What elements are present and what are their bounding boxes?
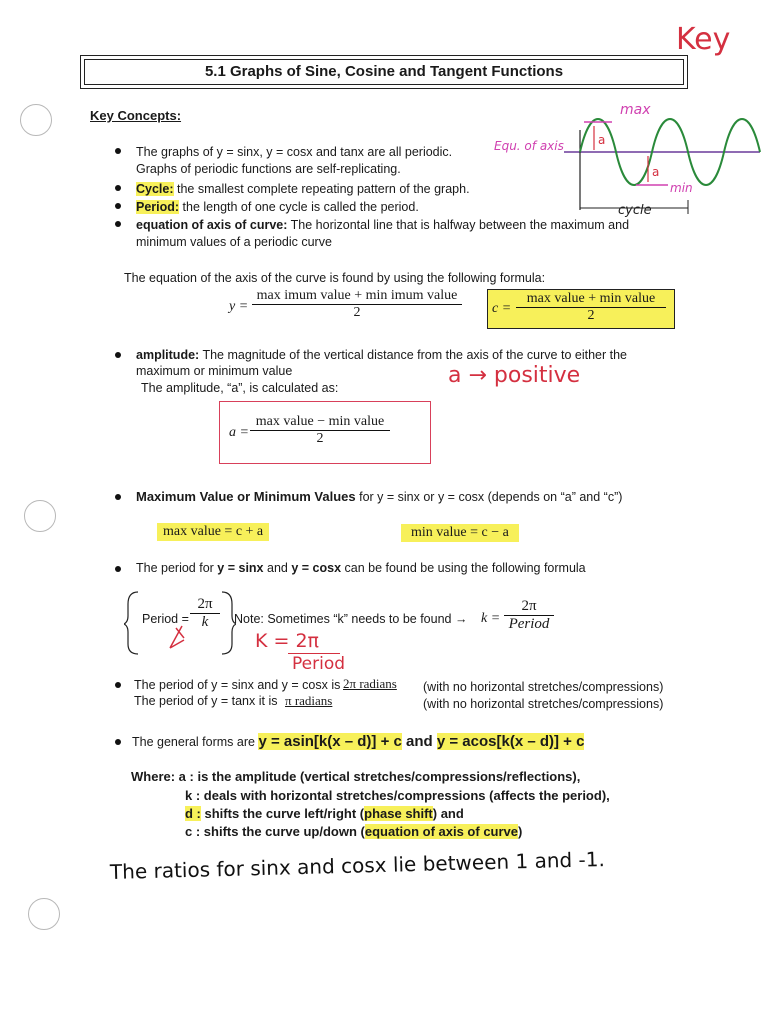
where-a: Where: a : is the amplitude (vertical stretches/compressions/reflections), <box>131 769 581 784</box>
general-cos-form: y = acos[k(x – d)] + c <box>436 733 585 750</box>
bullet <box>115 566 121 572</box>
cycle-def-text: the smallest complete repeating pattern of the graph. <box>173 182 470 196</box>
axis-formula-fraction <box>252 288 462 321</box>
axis-definition-2: minimum values of a periodic curve <box>136 235 332 249</box>
where-k: k : deals with horizontal stretches/compressions (affects the period), <box>185 788 610 803</box>
amplitude-definition-2: maximum or minimum value <box>136 364 293 378</box>
handwritten-note: The ratios for sinx and cosx lie between 1 and -1. <box>109 847 606 884</box>
period-denominator: k <box>201 614 209 630</box>
c-formula-numerator: max value + min value <box>516 291 666 308</box>
tan-period-note: (with no horizontal stretches/compressions) <box>423 697 664 711</box>
period-formula-intro <box>136 560 586 576</box>
hole-punch-bottom <box>28 898 60 930</box>
section-heading: Key Concepts: <box>90 108 182 123</box>
period-intro-post: can be found be using the following formula <box>341 561 586 575</box>
general-forms-pre: The general forms are <box>132 735 259 749</box>
k-formula-lhs: k = <box>481 611 501 626</box>
amplitude-definition <box>136 347 627 363</box>
amplitude-calc-intro: The amplitude, “a”, is calculated as: <box>141 381 339 395</box>
page-title: 5.1 Graphs of Sine, Cosine and Tangent Functions <box>84 59 684 85</box>
bullet <box>115 203 121 209</box>
sine-sketch <box>488 100 764 220</box>
bullet <box>115 739 121 745</box>
k-formula-fraction <box>504 598 554 633</box>
maxmin-heading <box>136 489 622 505</box>
key-mark: Key <box>676 22 731 57</box>
bullet <box>115 148 121 154</box>
period-intro-and: and <box>263 561 292 575</box>
axis-formula-intro: The equation of the axis of the curve is found by using the following formula: <box>124 271 546 285</box>
min-label: min <box>670 181 693 195</box>
max-label: max <box>620 102 651 118</box>
period-intro-sinx: y = sinx <box>217 561 264 575</box>
hole-punch-top <box>20 104 52 136</box>
amplitude-fraction <box>250 414 390 447</box>
title-box <box>80 55 688 89</box>
min-value-formula: min value = c − a <box>401 524 519 542</box>
periodic-line-1: The graphs of y = sinx, y = cosx and tanx are all periodic. <box>136 145 453 159</box>
where-c <box>185 824 522 840</box>
period-intro-pre: The period for <box>136 561 218 575</box>
amplitude-denominator: 2 <box>316 431 324 446</box>
period-term: Period: <box>136 200 180 214</box>
maxmin-condition: for y = sinx or y = cosx (depends on “a” and “c”) <box>355 490 623 504</box>
max-value-formula: max value = c + a <box>157 523 269 541</box>
c-formula-denominator: 2 <box>587 308 595 323</box>
amplitude-term: amplitude: <box>136 348 200 362</box>
axis-formula-box <box>487 289 675 329</box>
amplitude-lhs: a = <box>229 425 249 440</box>
where-d-label: d : <box>185 806 201 821</box>
bullet <box>115 185 121 191</box>
hole-punch-middle <box>24 500 56 532</box>
amplitude-note: a → positive <box>448 363 581 388</box>
axis-term: equation of axis of curve: <box>136 218 288 232</box>
maxmin-term: Maximum Value or Minimum Values <box>136 489 356 504</box>
general-forms <box>132 731 584 753</box>
period-fraction <box>190 596 220 631</box>
axis-formula-numerator: max imum value + min imum value <box>252 288 462 305</box>
axis-def-text: The horizontal line that is halfway between the maximum and <box>287 218 630 232</box>
bullet <box>115 221 121 227</box>
cycle-definition <box>136 181 470 197</box>
period-label: Period = <box>142 612 189 626</box>
bullet <box>115 352 121 358</box>
period-intro-cosx: y = cosx <box>291 561 342 575</box>
where-d-post: ) and <box>432 806 464 821</box>
period-note: Note: Sometimes “k” needs to be found → <box>234 612 468 626</box>
tan-period-value: π radians <box>285 693 333 708</box>
where-c-highlight: equation of axis of curve <box>364 824 519 839</box>
where-c-post: ) <box>518 824 523 839</box>
amplitude-label-2: a <box>652 165 660 179</box>
where-d-highlight: phase shift <box>364 806 433 821</box>
where-d-pre: shifts the curve left/right ( <box>200 806 365 821</box>
where-d <box>185 806 464 822</box>
sin-cos-period-note: (with no horizontal stretches/compressions) <box>423 680 664 694</box>
period-numerator: 2π <box>190 596 220 614</box>
where-c-pre: c : shifts the curve up/down ( <box>185 824 365 839</box>
axis-formula-lhs: y = <box>229 299 249 314</box>
cycle-term: Cycle: <box>136 182 174 196</box>
amplitude-def-text: The magnitude of the vertical distance from the axis of the curve to either the <box>199 348 627 362</box>
tan-period: The period of y = tanx it is <box>134 694 278 708</box>
k-formula-denominator: Period <box>508 616 550 632</box>
cycle-label: cycle <box>618 203 652 218</box>
general-sin-form: y = asin[k(x – d)] + c <box>258 733 402 750</box>
amplitude-numerator: max value − min value <box>250 414 390 431</box>
sin-cos-period: The period of y = sinx and y = cosx is <box>134 678 341 692</box>
periodic-line-2: Graphs of periodic functions are self-replicating. <box>136 162 401 176</box>
c-formula-fraction <box>516 291 666 324</box>
period-def-text: the length of one cycle is called the period. <box>179 200 419 214</box>
axis-label: Equ. of axis <box>494 139 564 153</box>
k-formula-numerator: 2π <box>504 598 554 616</box>
handwritten-period: Period <box>292 654 346 674</box>
c-formula-lhs: c = <box>492 301 512 316</box>
bullet <box>115 494 121 500</box>
general-and: and <box>401 733 437 750</box>
sin-cos-period-value: 2π radians <box>343 676 397 691</box>
axis-formula-denominator: 2 <box>353 305 361 320</box>
period-definition <box>136 199 419 215</box>
amplitude-label-1: a <box>598 133 606 147</box>
handwritten-k-formula: K = 2π <box>255 630 319 652</box>
bullet <box>115 682 121 688</box>
